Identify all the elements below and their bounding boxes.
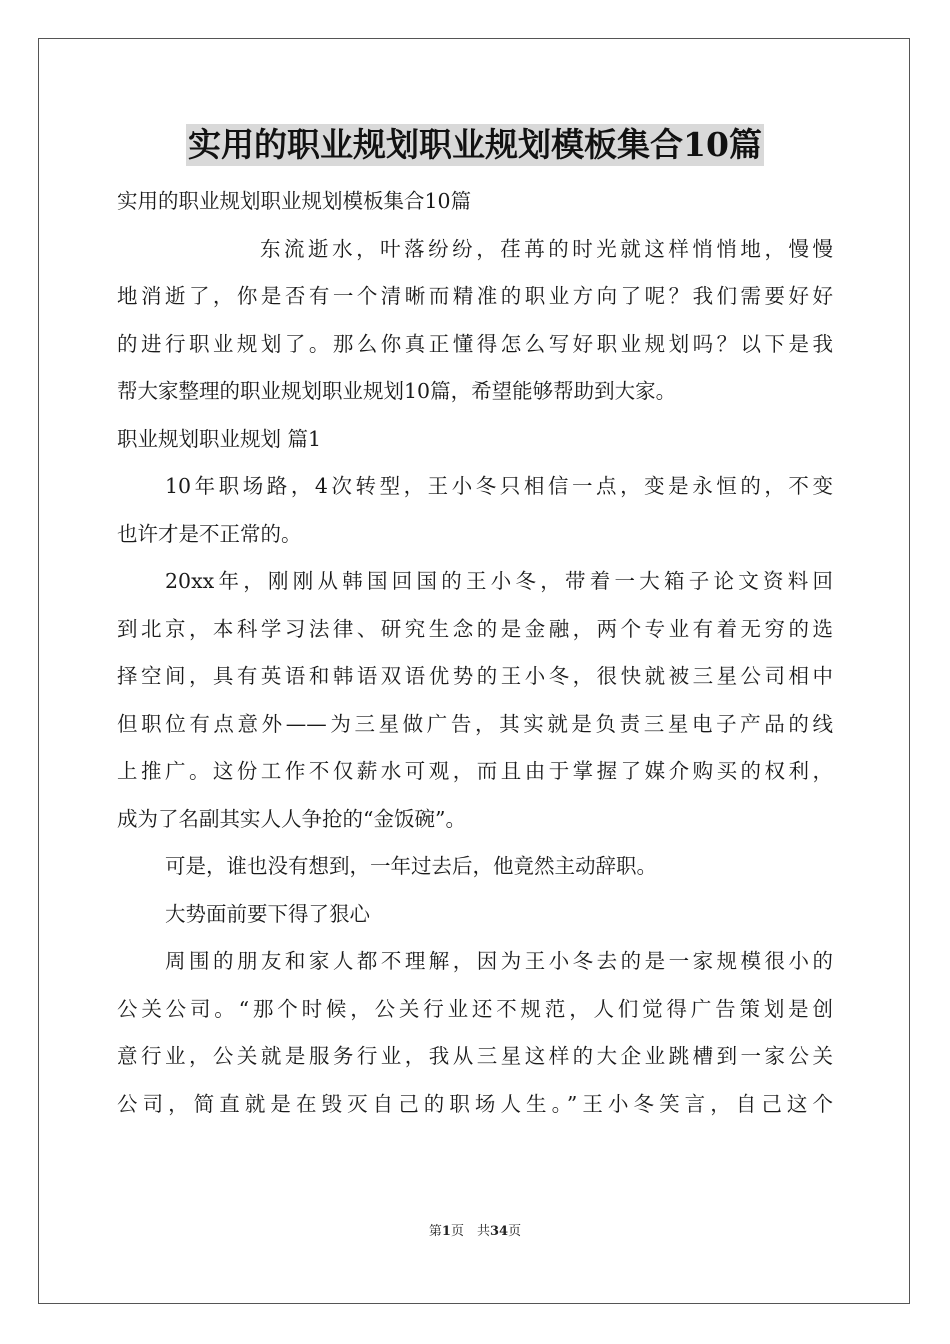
section-heading: 职业规划职业规划 篇1	[117, 426, 322, 451]
paragraph-line: 上推广。这份工作不仅薪水可观，而且由于掌握了媒介购买的权利，	[117, 759, 833, 783]
paragraph-line: 的进行职业规划了。那么你真正懂得怎么写好职业规划吗？以下是我	[117, 331, 833, 356]
footer-page-mid: 页 共	[450, 1224, 490, 1239]
paragraph-line: 周围的朋友和家人都不理解，因为王小冬去的是一家规模很小的	[165, 949, 833, 973]
paragraph-line: 但职位有点意外——为三星做广告，其实就是负责三星电子产品的线	[117, 711, 833, 736]
paragraph-line: 也许才是不正常的。	[117, 521, 302, 546]
paragraph-line: 公司，简直就是在毁灭自己的职场人生。”王小冬笑言，自己这个	[117, 1091, 833, 1116]
title-container	[0, 124, 950, 166]
page-footer	[0, 1220, 950, 1239]
footer-page-current: 1	[441, 1224, 451, 1239]
paragraph-line: 20xx年，刚刚从韩国回国的王小冬，带着一大箱子论文资料回	[165, 569, 833, 593]
footer-page-total: 34	[489, 1224, 509, 1239]
document-title: 实用的职业规划职业规划模板集合10篇	[188, 125, 762, 164]
paragraph-line: 可是，谁也没有想到，一年过去后，他竟然主动辞职。	[165, 854, 657, 878]
paragraph-line: 到北京，本科学习法律、研究生念的是金融，两个专业有着无穷的选	[117, 616, 833, 641]
footer-page-prefix: 第	[428, 1224, 442, 1239]
footer-page-suffix: 页	[508, 1224, 522, 1239]
paragraph-line: 帮大家整理的职业规划职业规划10篇，希望能够帮助到大家。	[117, 379, 677, 403]
paragraph-line: 地消逝了，你是否有一个清晰而精准的职业方向了呢？我们需要好好	[117, 284, 833, 308]
paragraph-line: 东流逝水，叶落纷纷，荏苒的时光就这样悄悄地，慢慢	[260, 236, 833, 261]
subheading-line: 大势面前要下得了狠心	[165, 901, 370, 926]
document-body	[117, 178, 833, 1128]
paragraph-line: 择空间，具有英语和韩语双语优势的王小冬，很快就被三星公司相中	[117, 664, 833, 688]
subtitle-line: 实用的职业规划职业规划模板集合10篇	[117, 189, 472, 213]
paragraph-line: 10年职场路，4次转型，王小冬只相信一点，变是永恒的，不变	[165, 474, 833, 498]
paragraph-line: 意行业，公关就是服务行业，我从三星这样的大企业跳槽到一家公关	[117, 1044, 833, 1068]
paragraph-line: 成为了名副其实人人争抢的“金饭碗”。	[117, 806, 466, 831]
paragraph-line: 公关公司。“那个时候，公关行业还不规范，人们觉得广告策划是创	[117, 996, 833, 1021]
